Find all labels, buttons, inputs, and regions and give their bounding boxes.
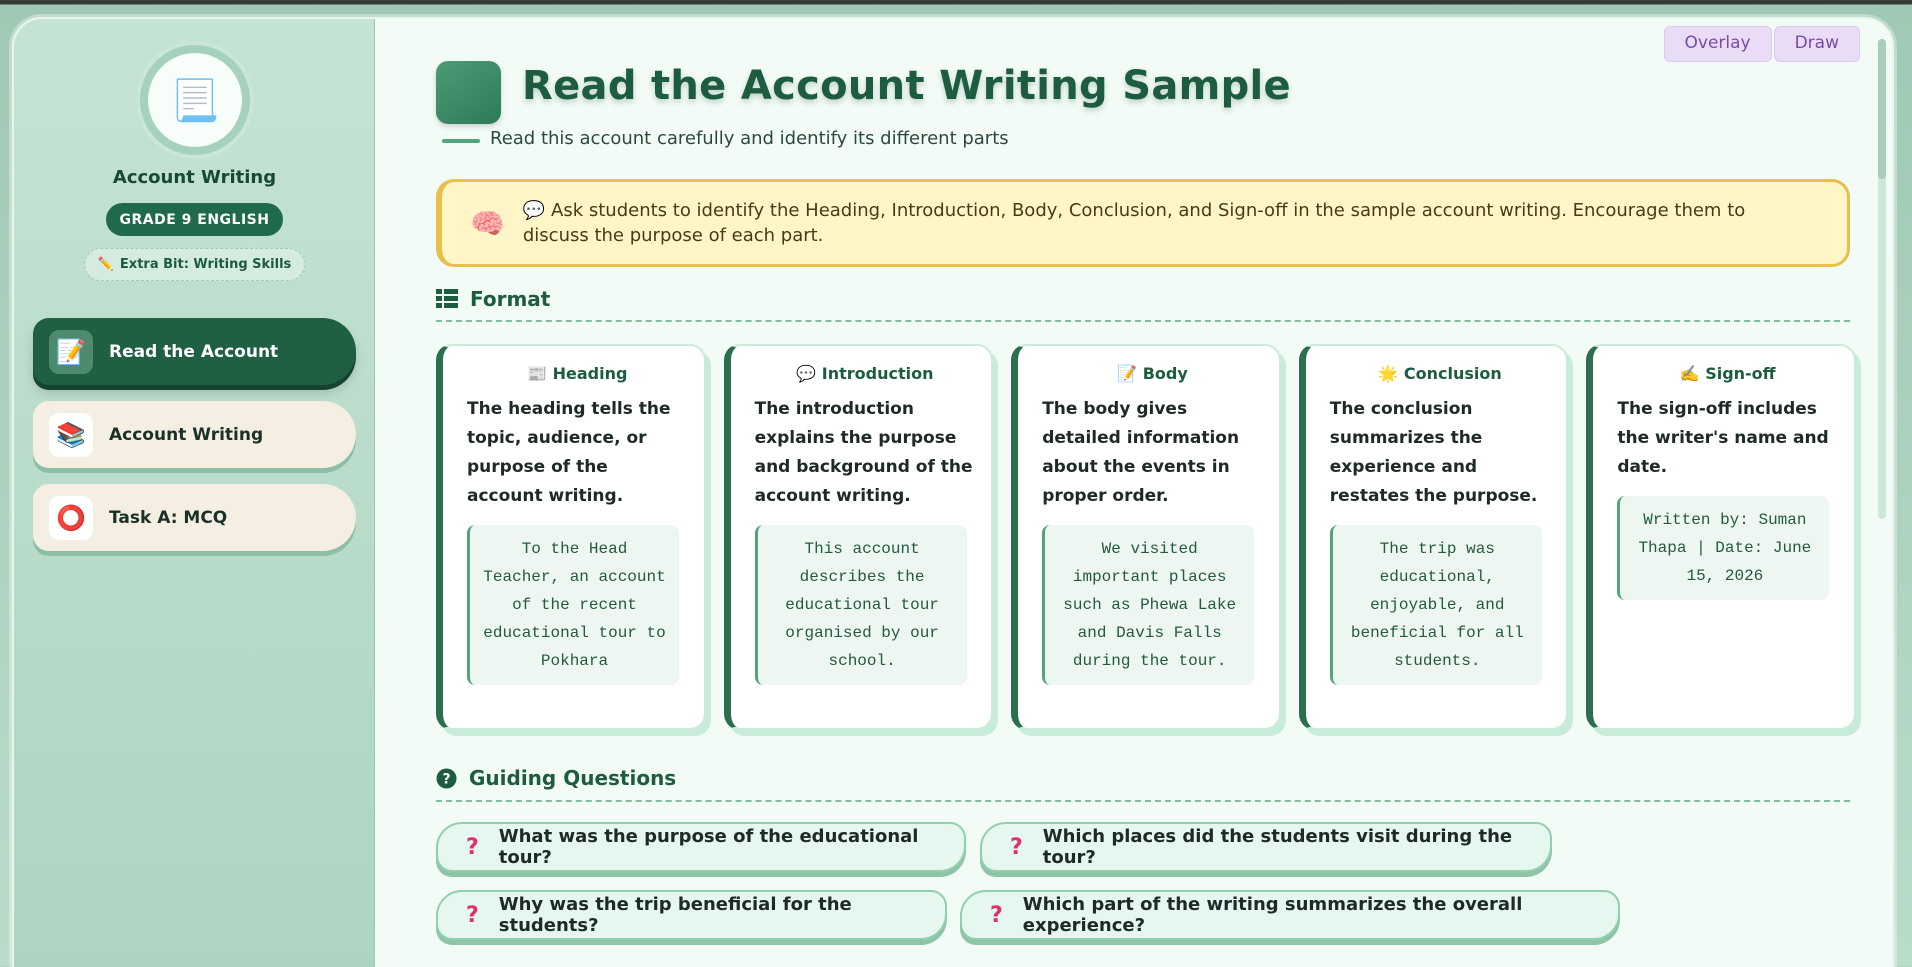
question-text: Which part of the writing summarizes the overall experience? (1022, 894, 1523, 936)
svg-text:?: ? (442, 771, 451, 787)
question-mark-icon: ? (990, 902, 1003, 928)
sidebar-item-account-writing[interactable] (33, 401, 356, 468)
divider (436, 320, 1850, 322)
books-icon: 📚 (49, 413, 93, 457)
pencil-icon: ✏️ (97, 257, 114, 272)
sidebar-item-label: Account Writing (109, 424, 264, 445)
format-heading-label: Format (470, 287, 551, 311)
question-item[interactable] (960, 890, 1620, 940)
card-example: To the Head Teacher, an account of the recent educational tour to Pokhara (467, 525, 679, 685)
page-title: Read the Account Writing Sample (522, 63, 1291, 109)
card-example: The trip was educational, enjoyable, and beneficial for all students. (1330, 525, 1542, 685)
card-title: ✍️ Sign-off (1679, 364, 1776, 383)
format-card-heading (436, 344, 706, 730)
format-card-body (1011, 344, 1281, 730)
card-description: The introduction explains the purpose and background of the account writing. (754, 399, 973, 506)
title-icon (436, 61, 501, 124)
format-heading (436, 287, 550, 311)
scrollbar-thumb[interactable] (1878, 39, 1886, 179)
guiding-questions-label: Guiding Questions (469, 766, 677, 790)
draw-button[interactable]: Draw (1774, 26, 1860, 62)
card-description: The body gives detailed information about the events in proper order. (1042, 399, 1240, 506)
question-item[interactable] (436, 822, 966, 872)
page-icon: 📃 (148, 53, 242, 147)
card-title: 📰 Heading (527, 364, 628, 383)
card-example: We visited important places such as Phewa Lake and Davis Falls during the tour. (1042, 525, 1254, 685)
memo-icon: 📝 (1117, 364, 1138, 383)
sidebar-item-label: Read the Account (109, 341, 279, 362)
divider (436, 800, 1850, 802)
lesson-title: Account Writing (112, 167, 277, 188)
extra-bit-label: Extra Bit: Writing Skills (119, 257, 292, 272)
card-example: This account describes the educational tour organised by our school. (755, 525, 967, 685)
writing-hand-icon: ✍️ (1679, 364, 1700, 383)
question-text: What was the purpose of the educational tour? (498, 826, 919, 868)
question-mark-icon: ? (466, 902, 479, 928)
sidebar-item-label: Task A: MCQ (109, 507, 228, 528)
card-title: 💬 Introduction (796, 364, 934, 383)
question-text: Why was the trip beneficial for the students? (498, 894, 852, 936)
card-title: 🌟 Conclusion (1378, 364, 1502, 383)
app-frame (12, 17, 1894, 967)
teacher-tip (436, 179, 1850, 267)
question-mark-icon: ? (1010, 834, 1023, 860)
page-subtitle: Read this account carefully and identify its different parts (490, 128, 1009, 149)
question-item[interactable] (436, 890, 947, 940)
newspaper-icon: 📰 (527, 364, 548, 383)
question-text: Which places did the students visit during the tour? (1042, 826, 1513, 868)
star-icon: 🌟 (1378, 364, 1399, 383)
question-circle-icon (436, 768, 457, 789)
subtitle-accent (442, 139, 480, 143)
brain-icon: 🧠 (470, 206, 505, 240)
format-card-sign-off (1586, 344, 1856, 730)
format-cards (436, 344, 1856, 730)
speech-bubble-icon: 💬 (796, 364, 817, 383)
question-mark-icon: ? (466, 834, 479, 860)
lesson-logo (140, 45, 250, 155)
format-card-introduction (724, 344, 994, 730)
guiding-questions-heading (436, 766, 676, 790)
toolbar (1664, 26, 1861, 62)
sidebar (14, 19, 375, 967)
grade-badge: GRADE 9 ENGLISH (106, 203, 283, 236)
card-title: 📝 Body (1117, 364, 1188, 383)
overlay-button[interactable]: Overlay (1664, 26, 1772, 62)
sidebar-item-task-a-mcq[interactable] (33, 484, 356, 551)
list-icon (436, 289, 458, 309)
question-item[interactable] (980, 822, 1552, 872)
card-description: The conclusion summarizes the experience and restates the purpose. (1329, 399, 1538, 506)
extra-bit-badge[interactable] (84, 248, 305, 281)
sidebar-item-read-the-account[interactable] (33, 318, 356, 385)
card-description: The sign-off includes the writer's name and date. (1617, 399, 1829, 477)
circle-icon: ⭕ (49, 496, 93, 540)
main-content (422, 19, 1854, 967)
card-example: Written by: Suman Thapa | Date: June 15, 2026 (1617, 496, 1829, 600)
format-card-conclusion (1299, 344, 1569, 730)
tip-text: 💬 Ask students to identify the Heading, Introduction, Body, Conclusion, and Sign-off in the sample account writing. Encourage them to discuss the purpose of each part. (522, 200, 1746, 246)
memo-icon: 📝 (49, 330, 93, 374)
card-description: The heading tells the topic, audience, or purpose of the account writing. (467, 399, 671, 506)
